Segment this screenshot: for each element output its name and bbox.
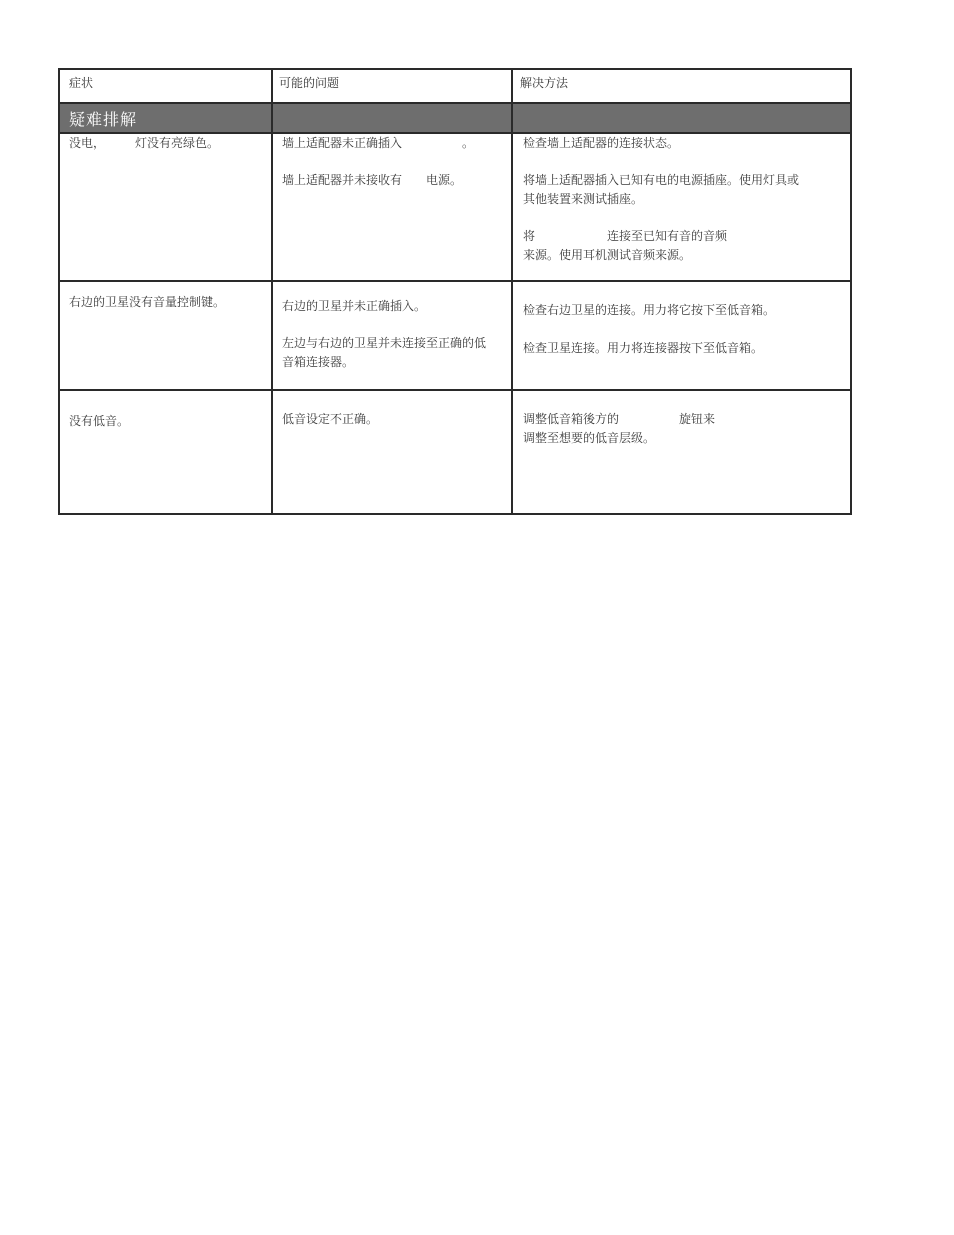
- row3-problems: [282, 410, 504, 429]
- row-divider: [60, 280, 850, 282]
- solution-text: 检查卫星连接。用力将连接器按下至低音箱。: [523, 341, 764, 355]
- column-divider: [271, 104, 273, 132]
- solution-text: 其他装置来测试插座。: [523, 192, 644, 206]
- header-solution: 解决方法: [520, 76, 569, 90]
- row1-symptom: [69, 134, 264, 153]
- header-possible-problem: 可能的问题: [279, 76, 340, 90]
- section-band: [60, 104, 850, 132]
- problem-text: 低音设定不正确。: [282, 412, 379, 426]
- troubleshooting-table: [58, 68, 852, 515]
- header-symptom: 症状: [69, 76, 94, 90]
- problem-text: 左边与右边的卫星并未连接至正确的低: [282, 336, 487, 350]
- solution-text: 将 连接至已知有音的音频: [523, 229, 728, 243]
- row1-problems: [282, 134, 504, 190]
- column-divider: [511, 70, 513, 513]
- column-divider: [271, 70, 273, 513]
- symptom-text: 没电， 灯没有亮绿色。: [69, 136, 220, 150]
- problem-text: 墙上适配器未正确插入 。: [282, 136, 475, 150]
- problem-text: 墙上适配器并未接收有 电源。: [282, 173, 463, 187]
- row2-symptom: [69, 293, 264, 312]
- solution-text: 将墙上适配器插入已知有电的电源插座。使用灯具或: [523, 173, 800, 187]
- solution-text: 调整至想要的低音层级。: [523, 431, 656, 445]
- problem-text: 音箱连接器。: [282, 355, 355, 369]
- solution-text: 调整低音箱後方的 旋钮来: [523, 412, 716, 426]
- row2-solutions: [523, 301, 848, 358]
- solution-text: 来源。使用耳机测试音频来源。: [523, 248, 692, 262]
- row1-solutions: [523, 134, 848, 265]
- section-title: 疑难排解: [69, 110, 138, 129]
- row-divider: [60, 389, 850, 391]
- problem-text: 右边的卫星并未正确插入。: [282, 299, 427, 313]
- row3-symptom: [69, 412, 264, 431]
- solution-text: 检查墙上适配器的连接状态。: [523, 136, 680, 150]
- symptom-text: 右边的卫星没有音量控制键。: [69, 295, 226, 309]
- solution-text: 检查右边卫星的连接。用力将它按下至低音箱。: [523, 303, 776, 317]
- column-divider: [511, 104, 513, 132]
- row2-problems: [282, 297, 504, 372]
- row3-solutions: [523, 410, 848, 448]
- symptom-text: 没有低音。: [69, 414, 130, 428]
